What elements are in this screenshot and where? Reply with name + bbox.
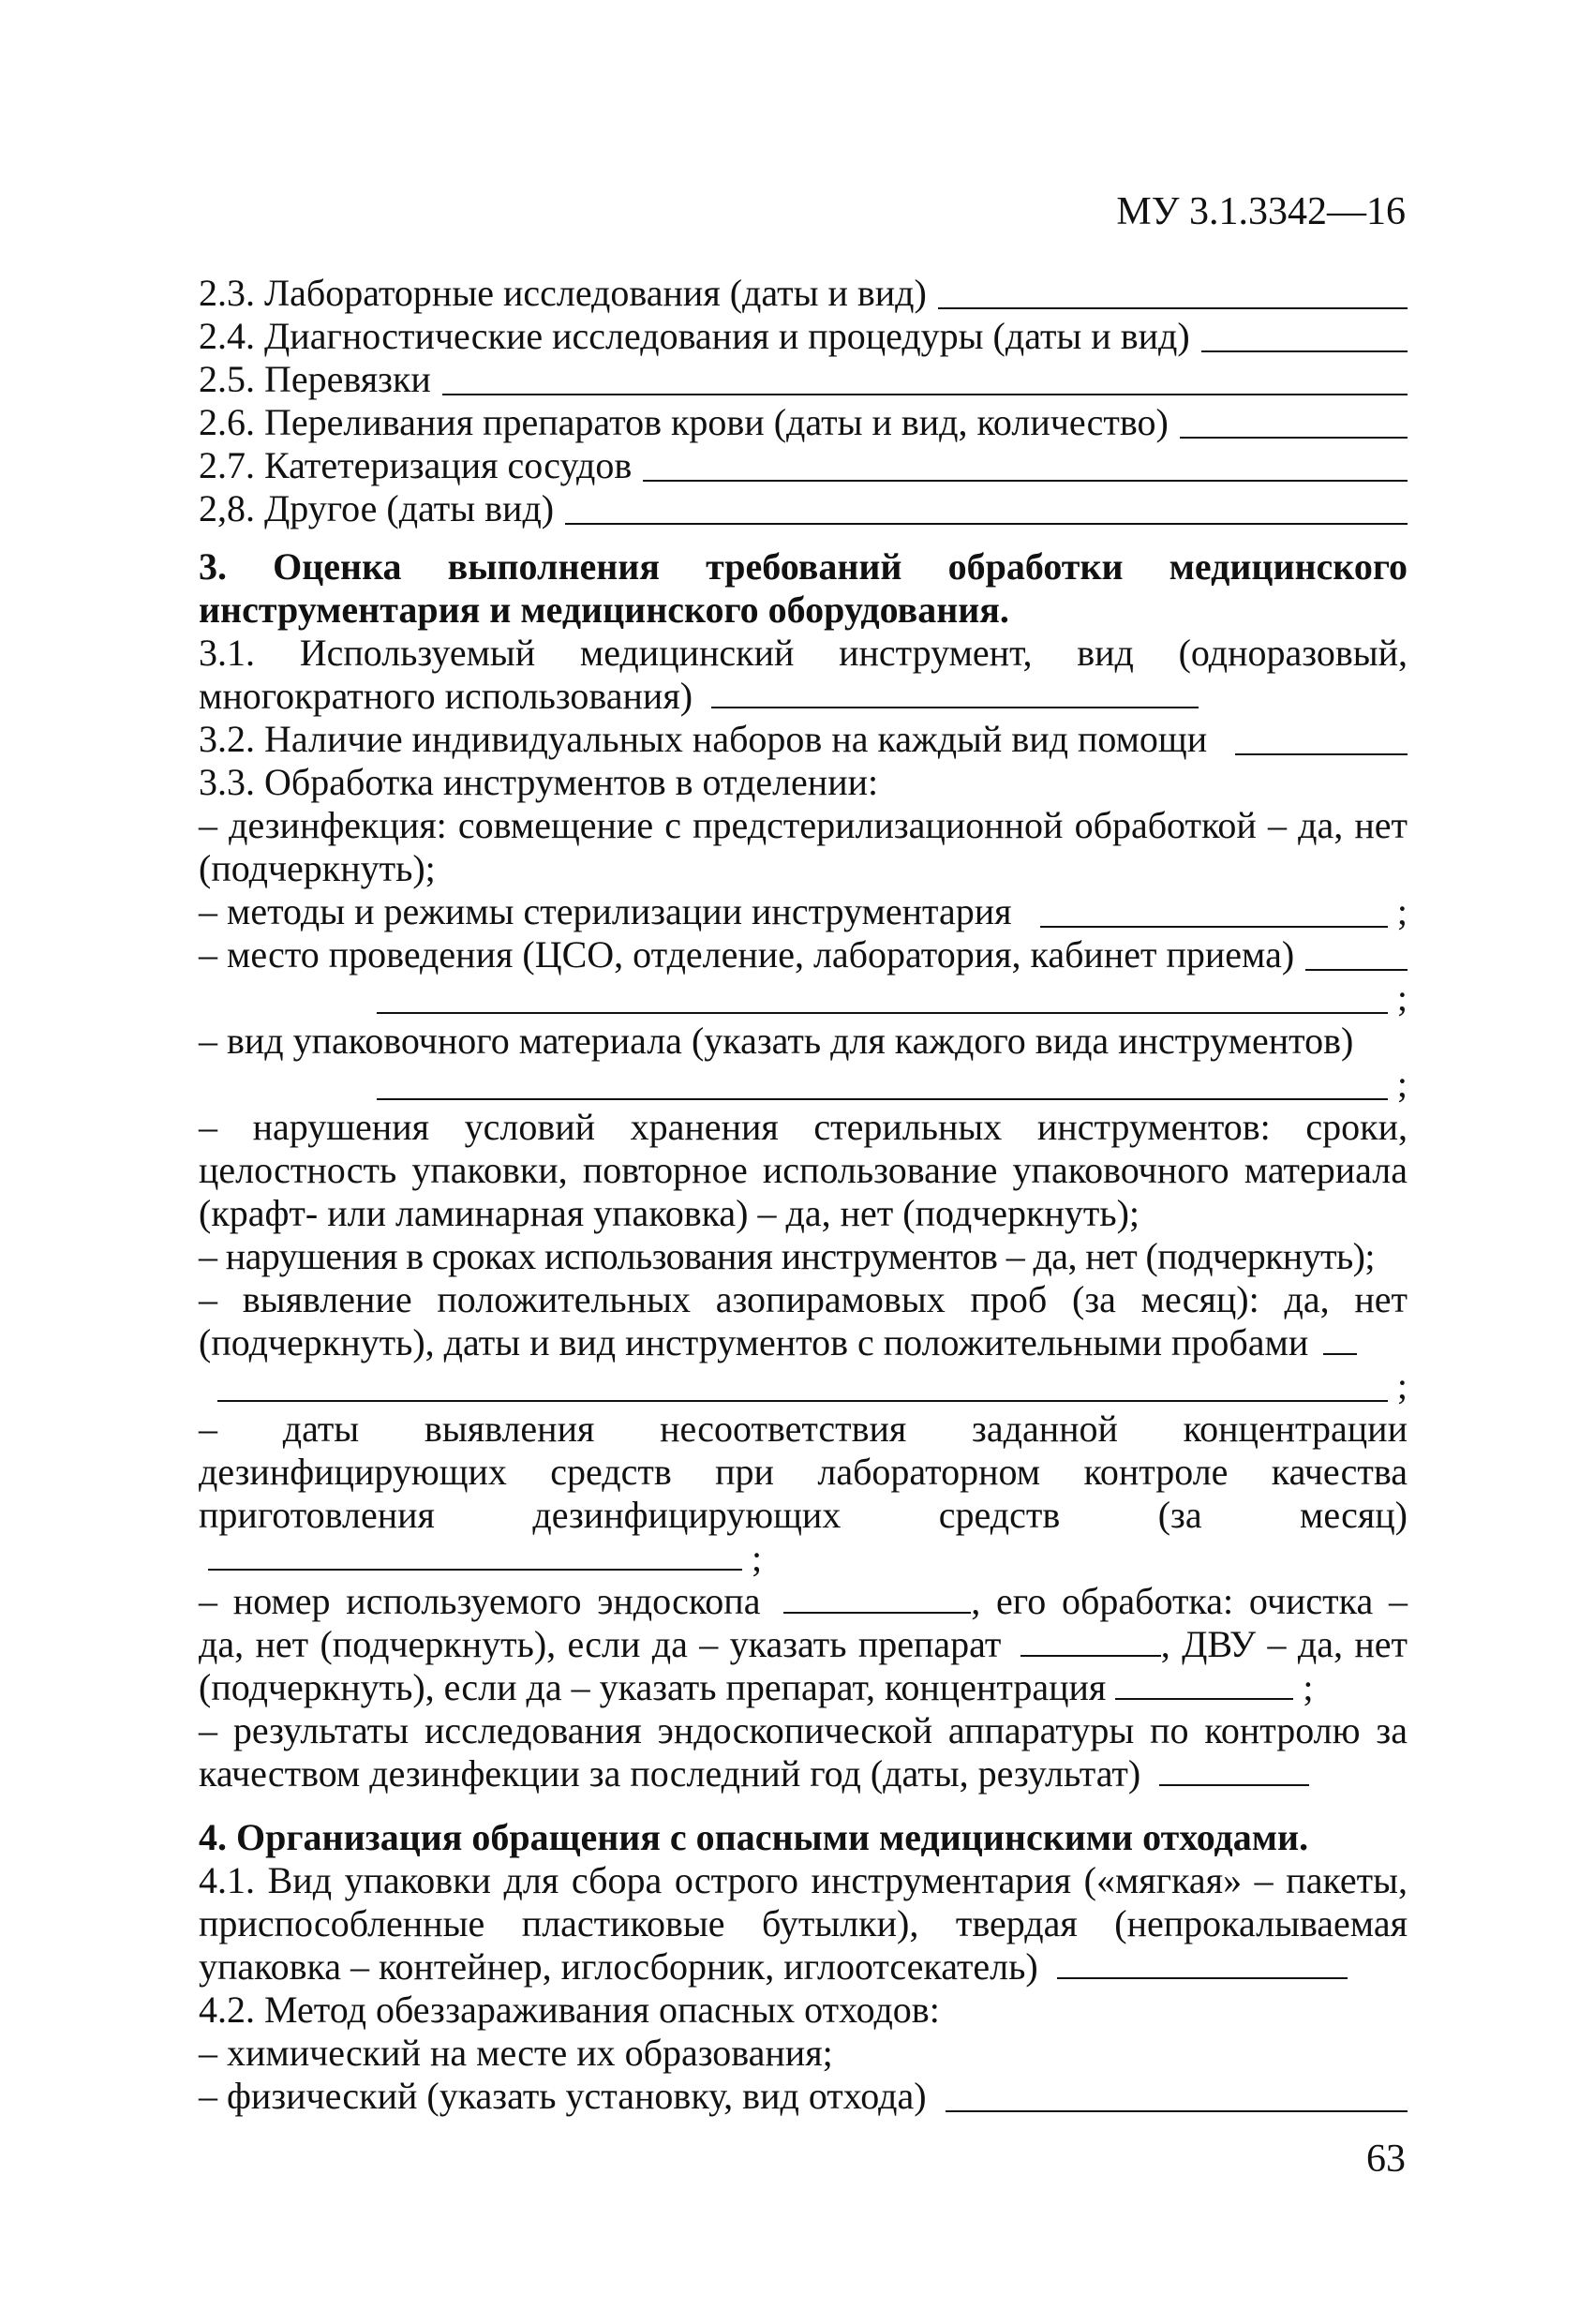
item-2-6 [199,401,1408,444]
bullet-disinfection: – дезинфекция: совмещение с предстерилизационной обработкой – да, нет (подчеркнуть); [199,804,1408,889]
bullet-physical [199,2075,1408,2118]
item-label: – место проведения (ЦСО, отделение, лаборатория, кабинет приема) [199,933,1295,976]
section-4-heading: 4. Организация обращения с опасными медицинскими отходами. [199,1816,1309,1858]
item-label: 2.4. Диагностические исследования и процедуры (даты и вид) [199,315,1190,357]
bullet-usage-violations: – нарушения в сроках использования инструментов – да, нет (подчеркнуть); [199,1235,1375,1277]
item-label: – методы и режимы стерилизации инструментария [199,890,1012,932]
section-3-heading: 3. Оценка выполнения требований обработки медицинского инструментария и медицинского оборудования. [199,545,1408,631]
item-label: – номер используемого эндоскопа [199,1580,761,1622]
item-2-8 [199,487,1408,530]
item-label: – выявление положительных азопирамовых проб (за месяц): да, нет (подчеркнуть), даты и вид инструментов с положительными пробами [199,1278,1408,1363]
item-label: – физический (указать установку, вид отхода) [199,2075,927,2117]
blank-line [1115,1666,1293,1700]
bullet-endoscope-results [199,1709,1408,1795]
document-body [199,272,1408,2118]
blank-line [208,1537,742,1571]
bullet-packaging: – вид упаковочного материала (указать для каждого вида инструментов) [199,1020,1354,1062]
bullet-storage-violations: – нарушения условий хранения стерильных инструментов: сроки, целостность упаковки, повторное использование упаковочного материала (крафт- или ламинарная упаковка) – да, нет (подчеркнуть); [199,1106,1408,1234]
item-label: 4.1. Вид упаковки для сбора острого инструментария («мягкая» – пакеты, приспособленные пластиковые бутылки), твердая (непрокалываемая упаковка – контейнер, иглосборник, иглоотсекатель) [199,1859,1408,1988]
item-2-3 [199,272,1408,315]
continuation-line [199,1364,1408,1408]
item-label: 2,8. Другое (даты вид) [199,487,555,529]
blank-line [1323,1321,1357,1355]
item-4-2: 4.2. Метод обеззараживания опасных отходов: [199,1989,940,2031]
blank-line [1057,1945,1348,1979]
item-2-7 [199,444,1408,487]
item-label: 2.6. Переливания препаратов крови (даты и вид, количество) [199,401,1169,443]
item-3-3: 3.3. Обработка инструментов в отделении: [199,761,879,803]
blank-line [217,1366,1388,1402]
item-2-4 [199,315,1408,358]
item-label: , его обработка: очистка – да, нет (подчеркнуть), если да – указать препарат [199,1580,1408,1665]
bullet-endoscope [199,1580,1408,1709]
item-3-2 [199,718,1408,761]
blank-line [377,1065,1388,1100]
blank-line [1180,403,1408,439]
item-label: 2.3. Лабораторные исследования (даты и вид) [199,272,927,314]
blank-line [643,446,1408,482]
semicolon: ; [1396,890,1408,932]
item-2-5 [199,358,1408,401]
blank-line [1020,1623,1161,1657]
item-label: 2.5. Перевязки [199,358,431,400]
bullet-sterilization-methods [199,890,1408,933]
blank-line [565,489,1408,525]
item-label: 3.1. Используемый медицинский инструмент, вид (одноразовый, многократного использования) [199,632,1408,717]
item-label: 3.2. Наличие индивидуальных наборов на каждый вид помощи [199,718,1208,760]
blank-line [711,675,1199,708]
semicolon: ; [752,1537,763,1579]
continuation-line [199,1063,1408,1106]
semicolon: ; [1396,976,1408,1019]
blank-line [377,978,1388,1014]
blank-line [1235,720,1408,755]
bullet-location [199,933,1408,976]
blank-line [1201,317,1408,352]
item-4-1 [199,1859,1408,1989]
blank-line [442,360,1408,395]
blank-line [783,1580,971,1614]
item-label: , ДВУ – да, нет (подчеркнуть), если да – указать препарат, концентрация [199,1623,1408,1708]
bullet-azopyram-tests [199,1278,1408,1364]
semicolon: ; [1396,1364,1408,1407]
continuation-line [199,976,1408,1020]
semicolon: ; [1303,1666,1314,1708]
document-code: МУ 3.1.3342—16 [1116,190,1406,233]
page-number: 63 [1366,2138,1406,2181]
blank-line [1040,892,1388,928]
blank-line [946,2077,1408,2112]
blank-line [1305,935,1408,971]
item-3-1 [199,632,1408,718]
item-label: 2.7. Катетеризация сосудов [199,444,633,486]
blank-line [938,274,1408,309]
bullet-concentration [199,1408,1408,1580]
item-label: – даты выявления несоответствия заданной концентрации дезинфицирующих средств при лабораторном контроле качества приготовления дезинфицирующих средств (за месяц) [199,1408,1408,1536]
item-label: – результаты исследования эндоскопической аппаратуры по контролю за качеством дезинфекции за последний год (даты, результат) [199,1709,1408,1795]
semicolon: ; [1396,1063,1408,1105]
blank-line [1159,1752,1309,1786]
bullet-chemical: – химический на месте их образования; [199,2032,833,2074]
